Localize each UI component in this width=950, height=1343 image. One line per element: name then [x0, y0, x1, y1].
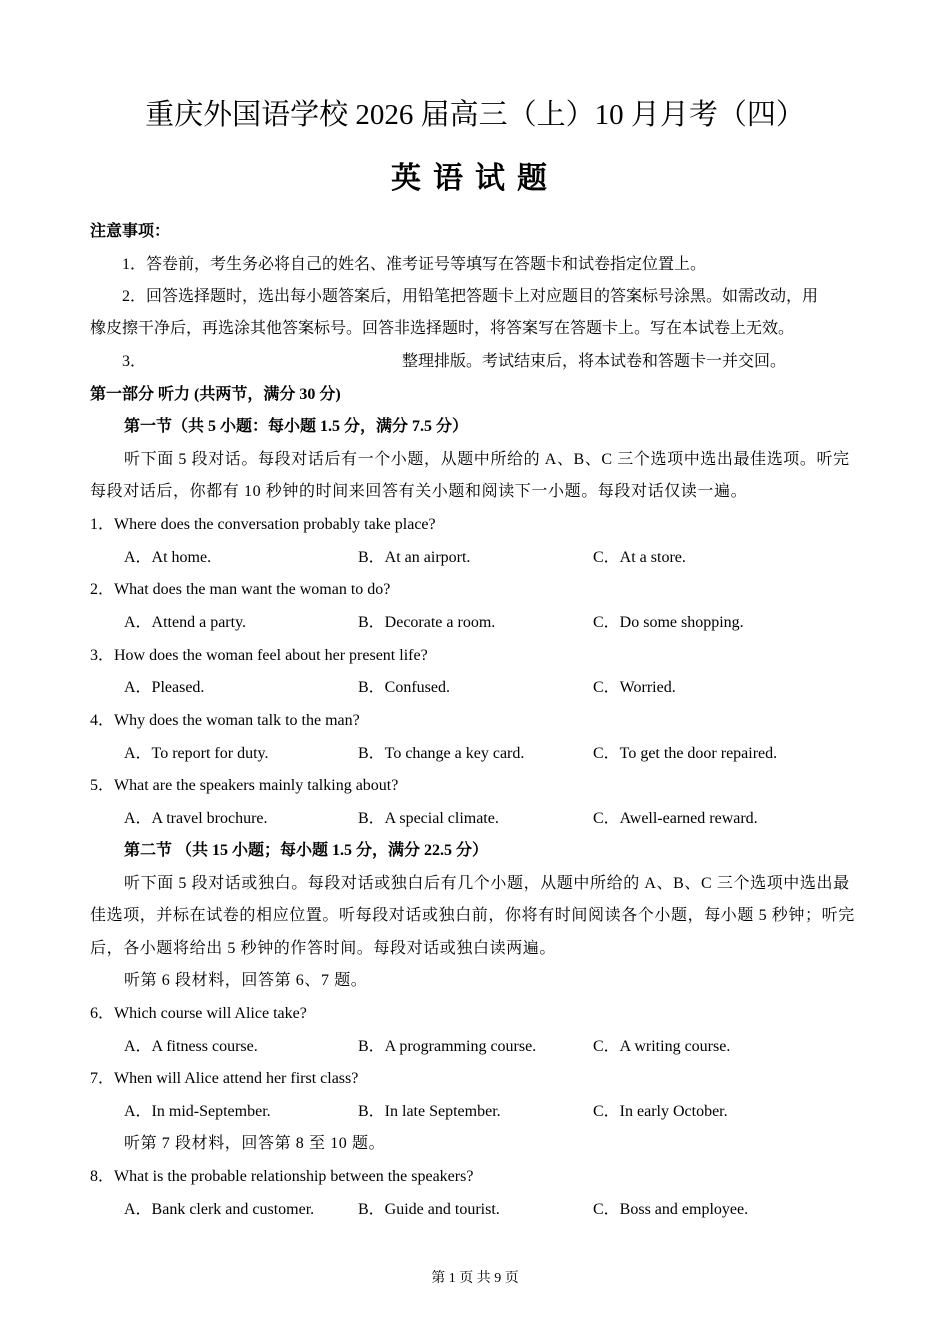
- note-item-1: 1．答卷前，考生务必将自己的姓名、准考证号等填写在答题卡和试卷指定位置上。: [122, 256, 707, 273]
- question-6-option-a: A．A fitness course.: [124, 1038, 258, 1055]
- question-1-option-c: C．At a store.: [593, 549, 686, 566]
- question-8-option-c: C．Boss and employee.: [593, 1201, 749, 1218]
- material-7-note: 听第 7 段材料，回答第 8 至 10 题。: [124, 1135, 386, 1152]
- note-item-3-number: 3．: [122, 353, 147, 370]
- note-item-3-text: 整理排版。考试结束后，将本试卷和答题卡一并交回。: [402, 353, 787, 370]
- question-2-stem: 2．What does the man want the woman to do?: [90, 581, 391, 598]
- question-4-option-c: C．To get the door repaired.: [593, 745, 778, 762]
- section1-instructions-line2: 每段对话后，你都有 10 秒钟的时间来回答有关小题和阅读下一小题。每段对话仅读一遍。: [90, 483, 748, 500]
- question-3-option-c: C．Worried.: [593, 679, 676, 696]
- section1-instructions-line1: 听下面 5 段对话。每段对话后有一个小题，从题中所给的 A、B、C 三个选项中选出最佳选项。听完: [124, 451, 850, 468]
- question-1-option-a: A．At home.: [124, 549, 212, 566]
- section1-heading: 第一节（共 5 小题：每小题 1.5 分，满分 7.5 分）: [124, 418, 469, 435]
- question-5-stem: 5．What are the speakers mainly talking about?: [90, 777, 399, 794]
- question-4-option-a: A．To report for duty.: [124, 745, 269, 762]
- exam-title: 重庆外国语学校 2026 届高三（上）10 月月考（四）: [145, 99, 805, 131]
- page-number: 第 1 页 共 9 页: [431, 1271, 519, 1286]
- question-8-option-b: B．Guide and tourist.: [358, 1201, 500, 1218]
- section2-instructions-line2: 佳选项，并标在试卷的相应位置。听每段对话或独白前，你将有时间阅读各个小题，每小题 5 秒钟；听完: [90, 907, 855, 924]
- question-2-option-a: A．Attend a party.: [124, 614, 247, 631]
- question-7-option-b: B．In late September.: [358, 1103, 501, 1120]
- question-4-option-b: B．To change a key card.: [358, 745, 525, 762]
- section2-instructions-line3: 后，各小题将给出 5 秒钟的作答时间。每段对话或独白读两遍。: [90, 940, 557, 957]
- notes-heading: 注意事项：: [90, 223, 171, 240]
- question-2-option-c: C．Do some shopping.: [593, 614, 744, 631]
- exam-subtitle: 英语试题: [391, 162, 559, 195]
- question-5-option-b: B．A special climate.: [358, 810, 499, 827]
- question-5-option-c: C．Awell-earned reward.: [593, 810, 758, 827]
- question-7-option-a: A．In mid-September.: [124, 1103, 271, 1120]
- question-1-stem: 1．Where does the conversation probably take place?: [90, 516, 436, 533]
- question-5-option-a: A．A travel brochure.: [124, 810, 268, 827]
- question-1-option-b: B．At an airport.: [358, 549, 471, 566]
- section2-instructions-line1: 听下面 5 段对话或独白。每段对话或独白后有几个小题，从题中所给的 A、B、C 三个选项中选出最: [124, 875, 850, 892]
- question-4-stem: 4．Why does the woman talk to the man?: [90, 712, 360, 729]
- question-3-option-a: A．Pleased.: [124, 679, 205, 696]
- question-6-stem: 6．Which course will Alice take?: [90, 1005, 307, 1022]
- material-6-note: 听第 6 段材料，回答第 6、7 题。: [124, 972, 368, 989]
- question-7-option-c: C．In early October.: [593, 1103, 728, 1120]
- note-item-2-line1: 2．回答选择题时，选出每小题答案后，用铅笔把答题卡上对应题目的答案标号涂黑。如需改动，用: [122, 288, 819, 305]
- question-3-option-b: B．Confused.: [358, 679, 451, 696]
- question-6-option-b: B．A programming course.: [358, 1038, 537, 1055]
- question-6-option-c: C．A writing course.: [593, 1038, 731, 1055]
- question-8-option-a: A．Bank clerk and customer.: [124, 1201, 315, 1218]
- question-8-stem: 8．What is the probable relationship between the speakers?: [90, 1168, 474, 1185]
- question-7-stem: 7．When will Alice attend her first class?: [90, 1070, 359, 1087]
- part1-heading: 第一部分 听力 (共两节，满分 30 分): [90, 386, 341, 403]
- note-item-2-line2: 橡皮擦干净后，再选涂其他答案标号。回答非选择题时，将答案写在答题卡上。写在本试卷上无效。: [90, 320, 795, 337]
- question-3-stem: 3．How does the woman feel about her present life?: [90, 647, 428, 664]
- question-2-option-b: B．Decorate a room.: [358, 614, 496, 631]
- section2-heading: 第二节 （共 15 小题；每小题 1.5 分，满分 22.5 分）: [124, 842, 489, 859]
